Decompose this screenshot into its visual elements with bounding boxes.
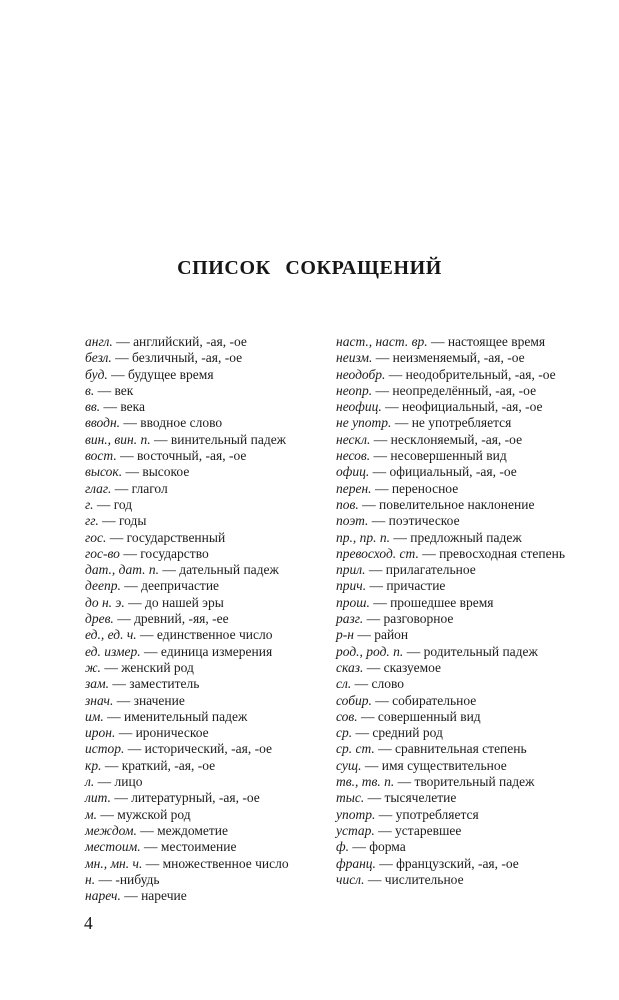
abbr-meaning: французский, -ая, -ое	[396, 855, 519, 871]
dash-separator: —	[371, 692, 393, 708]
dash-separator: —	[427, 334, 448, 349]
abbr-meaning: сказуемое	[383, 659, 442, 675]
abbr-entry	[85, 367, 316, 383]
abbr-meaning: единственное число	[156, 627, 273, 643]
abbr-meaning: неопределённый, -ая, -ое	[392, 382, 537, 398]
abbr-term: дат., дат. п.	[85, 562, 159, 578]
abbr-term: вводн.	[85, 415, 121, 431]
abbr-entry	[85, 725, 316, 741]
abbr-entry	[336, 481, 567, 497]
abbr-meaning: неофициальный, -ая, -ое	[401, 399, 543, 415]
abbr-term: англ.	[85, 334, 113, 349]
abbr-term: неодобр.	[336, 366, 386, 382]
abbr-term: вост.	[85, 448, 117, 464]
dash-separator: —	[370, 448, 391, 464]
abbr-term: сов.	[336, 708, 358, 724]
dash-separator: —	[97, 806, 118, 822]
abbr-entry	[336, 595, 567, 611]
dash-separator: —	[352, 725, 373, 741]
abbr-term: неофиц.	[336, 399, 382, 415]
abbr-meaning: собирательное	[392, 692, 477, 708]
dash-separator: —	[375, 855, 397, 871]
dash-separator: —	[150, 431, 171, 447]
dash-separator: —	[364, 871, 385, 887]
abbr-entry	[85, 807, 316, 823]
abbr-entry	[85, 693, 316, 709]
abbr-term: междом.	[85, 822, 137, 838]
abbr-term: числ.	[336, 871, 365, 887]
abbr-meaning: год	[113, 496, 133, 512]
abbr-meaning: государственный	[126, 529, 226, 545]
abbr-term: буд.	[85, 366, 108, 382]
dash-separator: —	[381, 399, 402, 415]
abbr-entry	[85, 790, 316, 806]
abbr-term: глаг.	[85, 480, 112, 496]
abbr-entry	[336, 790, 567, 806]
abbr-entry	[336, 823, 567, 839]
abbr-meaning: родительный падеж	[423, 643, 538, 659]
abbr-term: в.	[85, 382, 95, 398]
abbr-term: р-н	[336, 627, 354, 643]
abbr-meaning: район	[374, 627, 409, 643]
abbr-entry	[336, 367, 567, 383]
dash-separator: —	[112, 334, 134, 349]
abbr-entry	[336, 709, 567, 725]
abbr-meaning: именительный падеж	[124, 708, 248, 724]
abbr-term: употр.	[336, 806, 376, 822]
abbr-entry	[85, 823, 316, 839]
dash-separator: —	[375, 806, 396, 822]
abbr-entry	[336, 660, 567, 676]
abbr-entry	[85, 888, 316, 904]
abbr-entry	[336, 464, 567, 480]
abbr-meaning: ироническое	[135, 725, 209, 741]
abbr-term: высок.	[85, 464, 123, 480]
abbr-term: превосход. ст.	[336, 545, 419, 561]
abbr-entry	[336, 774, 567, 790]
dash-separator: —	[159, 562, 180, 578]
dash-separator: —	[391, 415, 412, 431]
abbr-entry	[85, 741, 316, 757]
dash-separator: —	[418, 545, 440, 561]
dash-separator: —	[106, 529, 127, 545]
abbr-term: сказ.	[336, 659, 364, 675]
abbr-entry	[85, 562, 316, 578]
abbr-meaning: творительный падеж	[414, 774, 535, 790]
abbr-entry	[85, 399, 316, 415]
abbr-term: ф.	[336, 839, 349, 855]
abbr-entry	[336, 399, 567, 415]
dash-separator: —	[94, 774, 115, 790]
abbr-term: ед., ед. ч.	[85, 627, 137, 643]
abbr-term: тв., тв. п.	[336, 774, 395, 790]
abbr-entry	[336, 758, 567, 774]
abbr-term: неопр.	[336, 382, 373, 398]
dash-separator: —	[113, 611, 135, 627]
dash-separator: —	[372, 382, 393, 398]
abbr-meaning: значение	[133, 692, 185, 708]
dash-separator: —	[116, 448, 137, 464]
abbr-meaning: восточный, -ая, -ое	[136, 448, 247, 464]
abbreviation-columns	[85, 334, 567, 904]
abbr-term: нескл.	[336, 431, 371, 447]
dash-separator: —	[361, 757, 382, 773]
abbr-entry	[85, 497, 316, 513]
abbr-term: знач.	[85, 692, 114, 708]
left-column	[85, 334, 316, 904]
abbr-term: тыс.	[336, 790, 365, 806]
abbr-term: л.	[85, 774, 95, 790]
abbr-meaning: высокое	[142, 464, 190, 480]
abbr-term: франц.	[336, 855, 376, 871]
abbr-meaning: до нашей эры	[144, 594, 224, 610]
abbr-entry	[85, 546, 316, 562]
abbr-entry	[336, 432, 567, 448]
abbr-entry	[85, 872, 316, 888]
abbr-entry	[85, 513, 316, 529]
dash-separator: —	[103, 708, 124, 724]
abbr-meaning: прилагательное	[385, 562, 476, 578]
dash-separator: —	[100, 659, 122, 675]
abbr-entry	[85, 611, 316, 627]
abbr-entry	[85, 595, 316, 611]
dash-separator: —	[109, 676, 130, 692]
abbr-entry	[85, 758, 316, 774]
abbr-entry	[336, 334, 567, 350]
abbr-entry	[85, 383, 316, 399]
abbr-entry	[85, 627, 316, 643]
abbr-term: офиц.	[336, 464, 370, 480]
dash-separator: —	[124, 594, 145, 610]
abbr-entry	[85, 448, 316, 464]
dash-separator: —	[119, 545, 141, 561]
abbr-meaning: местоимение	[160, 839, 237, 855]
abbr-entry	[85, 644, 316, 660]
dash-separator: —	[370, 431, 391, 447]
abbr-term: перен.	[336, 480, 372, 496]
abbr-meaning: форма	[369, 839, 406, 855]
abbr-entry	[85, 432, 316, 448]
abbr-meaning: годы	[118, 513, 147, 529]
abbr-meaning: век	[114, 382, 134, 398]
dash-separator: —	[371, 480, 392, 496]
abbr-term: мн., мн. ч.	[85, 855, 143, 871]
abbr-meaning: глагол	[131, 480, 168, 496]
abbr-entry	[336, 562, 567, 578]
abbr-meaning: прошедшее время	[390, 594, 494, 610]
dash-separator: —	[142, 855, 163, 871]
dash-separator: —	[140, 839, 161, 855]
abbr-term: ирон.	[85, 725, 116, 741]
abbr-term: ед. измер.	[85, 643, 141, 659]
abbr-entry	[336, 872, 567, 888]
abbr-term: зам.	[85, 676, 110, 692]
abbr-entry	[85, 774, 316, 790]
abbr-term: пов.	[336, 496, 359, 512]
dash-separator: —	[95, 871, 116, 887]
abbr-term: род., род. п.	[336, 643, 404, 659]
dash-separator: —	[111, 350, 133, 366]
abbr-meaning: заместитель	[129, 676, 200, 692]
abbr-term: сущ.	[336, 757, 362, 773]
abbr-term: безл.	[85, 350, 112, 366]
abbr-meaning: вводное слово	[140, 415, 223, 431]
abbr-meaning: официальный, -ая, -ое	[389, 464, 517, 480]
abbr-entry	[85, 839, 316, 855]
dash-separator: —	[348, 839, 370, 855]
abbr-meaning: женский род	[121, 659, 194, 675]
abbr-term: разг.	[336, 611, 364, 627]
abbr-meaning: совершенный вид	[377, 708, 481, 724]
abbr-meaning: сравнительная степень	[395, 741, 527, 757]
abbr-meaning: слово	[371, 676, 405, 692]
dash-separator: —	[101, 757, 122, 773]
dash-separator: —	[364, 790, 385, 806]
abbr-meaning: мужской род	[117, 806, 191, 822]
abbr-entry	[85, 464, 316, 480]
abbr-meaning: государство	[140, 545, 209, 561]
dash-separator: —	[120, 415, 141, 431]
abbr-meaning: имя существительное	[381, 757, 507, 773]
abbr-entry	[85, 709, 316, 725]
abbr-term: ср. ст.	[336, 741, 375, 757]
abbr-meaning: настоящее время	[447, 334, 546, 349]
right-column	[336, 334, 567, 904]
dash-separator: —	[136, 627, 157, 643]
dash-separator: —	[124, 741, 145, 757]
abbr-entry	[336, 627, 567, 643]
dash-separator: —	[136, 822, 158, 838]
abbr-meaning: краткий, -ая, -ое	[121, 757, 216, 773]
dash-separator: —	[140, 643, 161, 659]
abbr-entry	[336, 415, 567, 431]
abbr-meaning: единица измерения	[160, 643, 273, 659]
dash-separator: —	[120, 578, 142, 594]
abbr-term: гг.	[85, 513, 99, 529]
abbr-meaning: причастие	[386, 578, 446, 594]
dash-separator: —	[113, 692, 134, 708]
abbr-term: нареч.	[85, 888, 121, 904]
abbr-meaning: множественное число	[162, 855, 289, 871]
abbr-term: несов.	[336, 448, 371, 464]
abbr-entry	[336, 807, 567, 823]
abbr-term: лит.	[85, 790, 111, 806]
abbr-term: н.	[85, 871, 96, 887]
abbr-entry	[336, 644, 567, 660]
abbr-entry	[336, 578, 567, 594]
abbr-meaning: несовершенный вид	[390, 448, 507, 464]
abbr-entry	[336, 546, 567, 562]
abbr-entry	[85, 481, 316, 497]
abbr-meaning: поэтическое	[388, 513, 460, 529]
abbr-term: поэт.	[336, 513, 369, 529]
abbr-meaning: не употребляется	[411, 415, 512, 431]
abbr-meaning: переносное	[391, 480, 459, 496]
abbr-term: им.	[85, 708, 104, 724]
dash-separator: —	[366, 578, 387, 594]
dash-separator: —	[385, 366, 406, 382]
abbr-meaning: тысячелетие	[384, 790, 457, 806]
abbr-term: неизм.	[336, 350, 373, 366]
dash-separator: —	[372, 350, 393, 366]
dash-separator: —	[100, 399, 121, 415]
page-number: 4	[84, 913, 93, 933]
abbr-entry	[85, 530, 316, 546]
abbr-term: сл.	[336, 676, 352, 692]
abbr-meaning: разговорное	[383, 611, 454, 627]
dash-separator: —	[374, 822, 396, 838]
abbr-term: собир.	[336, 692, 372, 708]
dash-separator: —	[107, 366, 129, 382]
dash-separator: —	[111, 480, 132, 496]
abbr-meaning: винительный падеж	[170, 431, 287, 447]
dash-separator: —	[98, 513, 119, 529]
dash-separator: —	[358, 496, 379, 512]
abbr-entry	[336, 497, 567, 513]
dash-separator: —	[363, 659, 384, 675]
abbr-entry	[336, 350, 567, 366]
abbr-meaning: неизменяемый, -ая, -ое	[392, 350, 525, 366]
page-title: СПИСОК СОКРАЩЕНИЙ	[177, 257, 442, 279]
abbr-meaning: повелительное наклонение	[379, 496, 535, 512]
dash-separator: —	[93, 496, 114, 512]
dash-separator: —	[374, 741, 396, 757]
dash-separator: —	[365, 562, 386, 578]
abbr-entry	[336, 611, 567, 627]
abbr-entry	[336, 693, 567, 709]
abbr-entry	[85, 856, 316, 872]
abbr-term: г.	[85, 496, 94, 512]
abbr-meaning: исторический, -ая, -ое	[144, 741, 273, 757]
abbr-meaning: несклоняемый, -ая, -ое	[390, 431, 523, 447]
abbr-term: м.	[85, 806, 97, 822]
abbr-entry	[336, 530, 567, 546]
abbr-term: вв.	[85, 399, 101, 415]
abbr-term: ср.	[336, 725, 353, 741]
abbr-meaning: века	[120, 399, 145, 415]
dash-separator: —	[363, 611, 384, 627]
abbr-meaning: -нибудь	[115, 871, 160, 887]
abbr-entry	[336, 741, 567, 757]
abbr-meaning: употребляется	[395, 806, 479, 822]
abbr-term: прош.	[336, 594, 370, 610]
abbr-term: местоим.	[85, 839, 141, 855]
abbr-entry	[336, 725, 567, 741]
dash-separator: —	[351, 676, 372, 692]
abbr-meaning: неодобрительный, -ая, -ое	[405, 366, 556, 382]
abbr-meaning: числительное	[384, 871, 464, 887]
abbr-term: наст., наст. вр.	[336, 334, 428, 349]
dash-separator: —	[357, 708, 378, 724]
abbr-entry	[85, 415, 316, 431]
dash-separator: —	[368, 513, 389, 529]
abbr-meaning: устаревшее	[395, 822, 462, 838]
abbr-meaning: дательный падеж	[179, 562, 279, 578]
abbr-entry	[336, 856, 567, 872]
dash-separator: —	[394, 774, 415, 790]
abbr-meaning: английский, -ая, -ое	[133, 334, 247, 349]
dash-separator: —	[369, 594, 391, 610]
abbr-term: устар.	[336, 822, 375, 838]
dash-separator: —	[403, 643, 424, 659]
abbr-meaning: деепричастие	[141, 578, 220, 594]
abbr-meaning: лицо	[114, 774, 143, 790]
abbr-entry	[336, 448, 567, 464]
abbr-entry	[336, 676, 567, 692]
dash-separator: —	[115, 725, 136, 741]
abbr-term: пр., пр. п.	[336, 529, 390, 545]
abbr-meaning: превосходная степень	[439, 545, 565, 561]
abbr-meaning: литературный, -ая, -ое	[131, 790, 260, 806]
abbr-term: до н. э.	[85, 594, 125, 610]
abbr-meaning: средний род	[372, 725, 443, 741]
abbr-entry	[85, 578, 316, 594]
abbr-term: истор.	[85, 741, 125, 757]
abbr-term: прич.	[336, 578, 367, 594]
abbr-term: древ.	[85, 611, 114, 627]
abbr-entry	[336, 513, 567, 529]
dash-separator: —	[122, 464, 143, 480]
abbr-meaning: междометие	[157, 822, 229, 838]
dash-separator: —	[353, 627, 375, 643]
abbr-term: гос.	[85, 529, 107, 545]
abbr-term: не употр.	[336, 415, 392, 431]
abbr-term: ж.	[85, 659, 101, 675]
abbr-meaning: наречие	[141, 888, 187, 904]
dash-separator: —	[369, 464, 390, 480]
abbr-entry	[336, 383, 567, 399]
dash-separator: —	[120, 888, 142, 904]
abbr-term: вин., вин. п.	[85, 431, 151, 447]
dash-separator: —	[110, 790, 132, 806]
abbr-entry	[85, 350, 316, 366]
abbr-entry	[85, 676, 316, 692]
dash-separator: —	[390, 529, 411, 545]
abbr-term: деепр.	[85, 578, 121, 594]
abbr-entry	[85, 660, 316, 676]
abbr-meaning: древний, -яя, -ее	[134, 611, 229, 627]
abbr-term: гос-во	[85, 545, 120, 561]
abbr-term: кр.	[85, 757, 102, 773]
abbr-meaning: безличный, -ая, -ое	[132, 350, 243, 366]
abbr-term: прил.	[336, 562, 366, 578]
abbr-meaning: будущее время	[128, 366, 214, 382]
abbr-entry	[336, 839, 567, 855]
abbr-entry	[85, 334, 316, 350]
dash-separator: —	[94, 382, 115, 398]
abbr-meaning: предложный падеж	[410, 529, 522, 545]
